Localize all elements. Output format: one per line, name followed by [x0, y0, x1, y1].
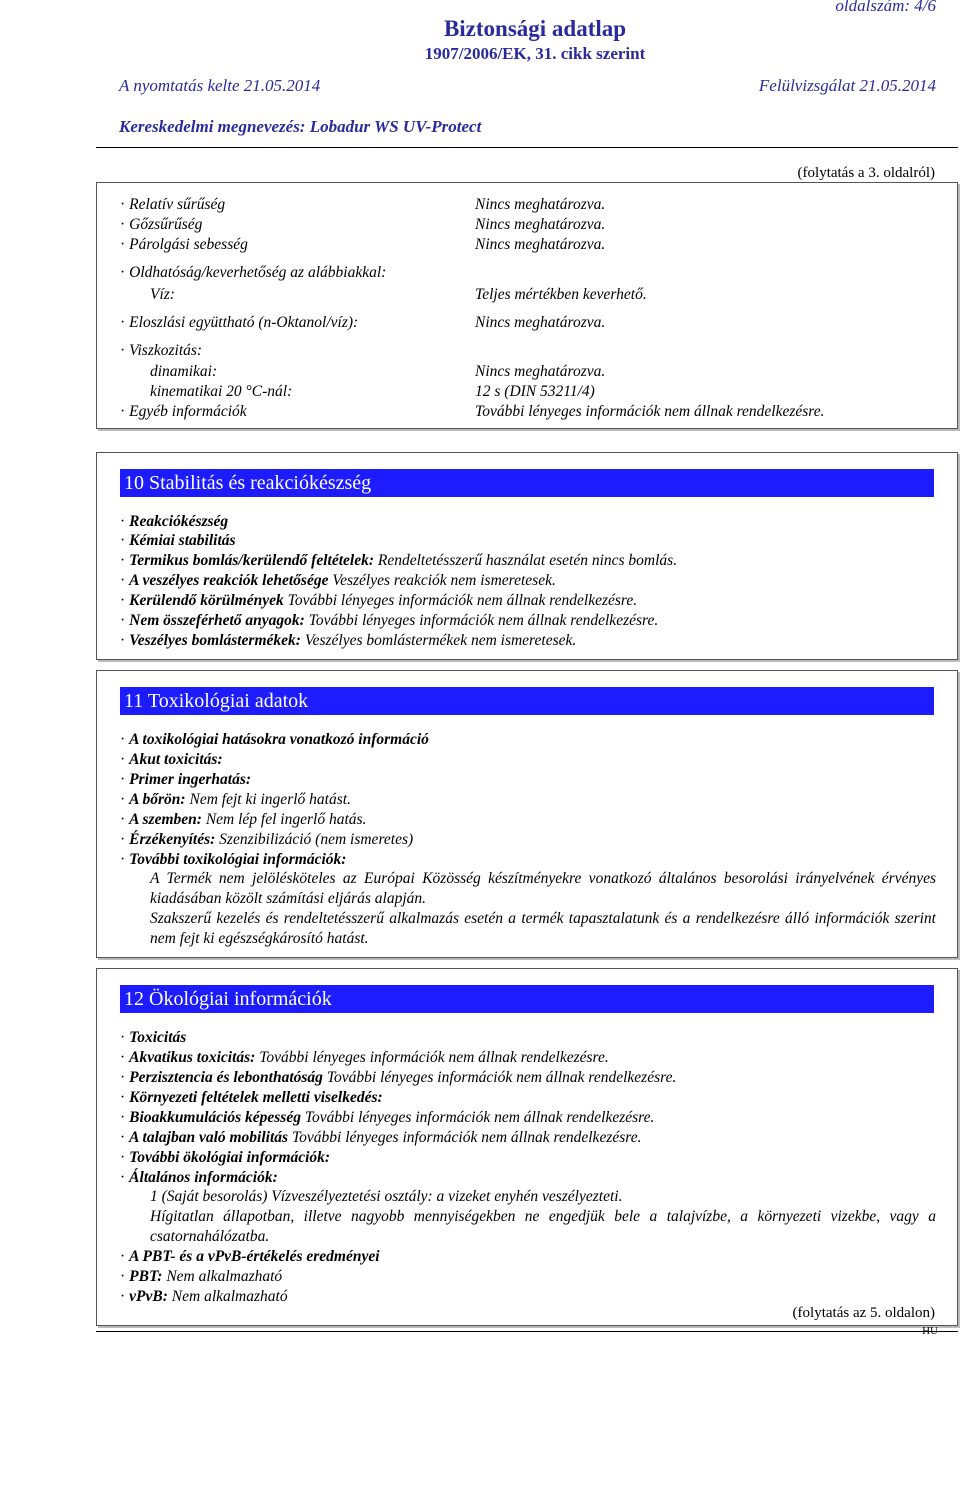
info-line: · Akvatikus toxicitás: További lényeges információk nem állnak rendelkezésre. [120, 1049, 609, 1066]
property-label: · Gőzsűrűség [120, 216, 203, 233]
property-label: · Egyéb információk [120, 403, 247, 420]
property-value: Nincs meghatározva. [475, 216, 606, 233]
property-label: · Párolgási sebesség [120, 236, 248, 253]
info-line: · Primer ingerhatás: [120, 771, 252, 788]
info-line: · Érzékenyítés: Szenzibilizáció (nem ismeretes) [120, 831, 414, 848]
section-9-box [96, 165, 958, 429]
info-line: · A talajban való mobilitás További lényeges információk nem állnak rendelkezésre. [120, 1129, 642, 1146]
property-value: További lényeges információk nem állnak rendelkezésre. [475, 403, 825, 420]
info-line: · PBT: Nem alkalmazható [120, 1268, 283, 1285]
info-line: · Toxicitás [120, 1029, 187, 1046]
header-divider [96, 147, 958, 148]
info-line: · Veszélyes bomlástermékek: Veszélyes bomlástermékek nem ismeretesek. [120, 632, 577, 649]
info-line: · Általános információk: [120, 1169, 278, 1186]
property-label: · Oldhatóság/keverhetőség az alábbiakkal: [120, 264, 387, 281]
document-subtitle: 1907/2006/EK, 31. cikk szerint [424, 44, 646, 63]
info-paragraph: Szakszerű kezelés és rendeltetésszerű alkalmazás esetén a termék tapasztalatunk és a rendelkezésre álló információk szerint nem fejt ki egészségkárosító hatást. [150, 910, 936, 947]
section-12-box [96, 968, 958, 1326]
info-paragraph: 1 (Saját besorolás) Vízveszélyeztetési osztály: a vizeket enyhén veszélyezteti. [150, 1188, 623, 1205]
info-line: · A PBT- és a vPvB-értékelés eredményei [120, 1248, 380, 1265]
info-line: · A szemben: Nem lép fel ingerlő hatás. [120, 811, 367, 828]
info-line: · vPvB: Nem alkalmazható [120, 1288, 288, 1305]
language-code: HU [922, 1325, 938, 1337]
property-value: 12 s (DIN 53211/4) [475, 383, 595, 400]
info-line: · Akut toxicitás: [120, 751, 223, 768]
property-value: Nincs meghatározva. [475, 363, 606, 380]
info-line: · Kémiai stabilitás [120, 532, 236, 549]
info-line: · További toxikológiai információk: [120, 851, 347, 868]
info-line: · A veszélyes reakciók lehetősége Veszélyes reakciók nem ismeretesek. [120, 572, 556, 589]
property-value: Nincs meghatározva. [475, 196, 606, 213]
info-line: · A toxikológiai hatásokra vonatkozó információ [120, 731, 429, 748]
print-date: A nyomtatás kelte 21.05.2014 [119, 76, 321, 95]
info-line: · Környezeti feltételek melletti viselkedés: [120, 1089, 383, 1106]
info-line: · Perzisztencia és lebonthatóság További lényeges információk nem állnak rendelkezésre. [120, 1069, 677, 1086]
property-value: Teljes mértékben keverhető. [475, 286, 647, 303]
section-11-heading: 11 Toxikológiai adatok [120, 687, 934, 715]
page-number: oldalszám: 4/6 [835, 0, 936, 15]
property-label: · Viszkozitás: [120, 342, 203, 359]
property-label: · Relatív sűrűség [120, 196, 226, 213]
continued-on-note: (folytatás az 5. oldalon) [792, 1305, 935, 1321]
info-paragraph: A Termék nem jelölésköteles az Európai Közösség készítményekre vonatkozó általános besorolási irányelvének érvényes kiadásában közölt számítási eljárás alapján. [150, 870, 936, 907]
info-line: · Kerülendő körülmények További lényeges információk nem állnak rendelkezésre. [120, 592, 638, 609]
info-line: · Nem összeférhető anyagok: További lényeges információk nem állnak rendelkezésre. [120, 612, 659, 629]
info-line: · További ökológiai információk: [120, 1149, 331, 1166]
info-line: · Termikus bomlás/kerülendő feltételek: Rendeltetésszerű használat esetén nincs bomlás. [120, 552, 678, 569]
property-label: · Eloszlási együttható (n-Oktanol/víz): [120, 314, 359, 331]
property-label: dinamikai: [150, 363, 218, 380]
property-label: Víz: [150, 286, 175, 303]
section-11-box [96, 670, 958, 958]
property-label: kinematikai 20 °C-nál: [150, 383, 293, 400]
info-paragraph: Hígitatlan állapotban, illetve nagyobb mennyiségekben ne engedjük bele a talajvízbe, a környezeti vizekbe, vagy a csatornahálózatba. [150, 1208, 936, 1245]
property-value: Nincs meghatározva. [475, 236, 606, 253]
info-line: · Bioakkumulációs képesség További lényeges információk nem állnak rendelkezésre. [120, 1109, 655, 1126]
continued-from-note: (folytatás a 3. oldalról) [797, 165, 935, 181]
revision-date: Felülvizsgálat 21.05.2014 [758, 76, 936, 95]
section-12-heading: 12 Ökológiai információk [120, 985, 934, 1013]
section-10-heading: 10 Stabilitás és reakciókészség [120, 469, 934, 497]
trade-name: Kereskedelmi megnevezés: Lobadur WS UV-Protect [119, 117, 482, 136]
section-10-box [96, 452, 958, 660]
info-line: · Reakciókészség [120, 513, 229, 530]
document-title: Biztonsági adatlap [443, 16, 627, 41]
footer-divider [96, 1331, 958, 1332]
info-line: · A bőrön: Nem fejt ki ingerlő hatást. [120, 791, 351, 808]
property-value: Nincs meghatározva. [475, 314, 606, 331]
